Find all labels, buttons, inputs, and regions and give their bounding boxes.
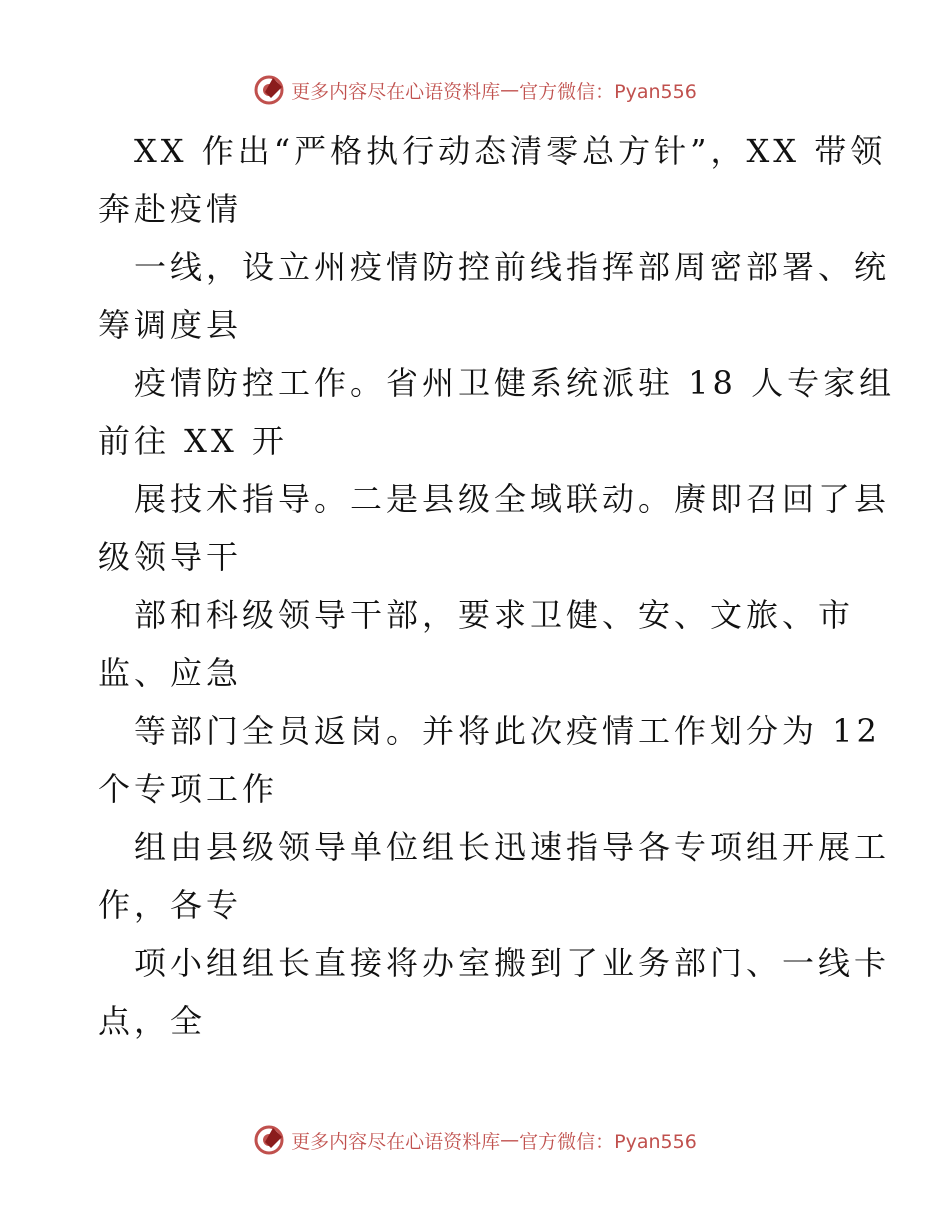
paragraph-line: 监、应急 [98,654,243,692]
paragraph-line: 点，全 [98,1002,207,1040]
paragraph-2 [98,238,891,354]
header-watermark-text: 更多内容尽在心语资料库 [291,80,501,103]
paragraph-line: 等部门全员返岗。并将此次疫情工作划分为 12 [134,712,881,750]
paragraph-6 [98,702,881,818]
paragraph-line: 作，各专 [98,886,243,924]
pen-circle-logo-icon [253,1124,285,1156]
paragraph-8 [98,934,891,1050]
paragraph-line: 组由县级领导单位组长迅速指导各专项组开展工 [134,828,891,866]
footer-watermark [0,1120,950,1160]
paragraph-line: 个专项工作 [98,770,279,808]
footer-watermark-text: 更多内容尽在心语资料库 [291,1130,501,1153]
header-watermark-wechat: 官方微信：Pyan556 [519,80,697,103]
header-watermark [0,70,950,110]
paragraph-line: 奔赴疫情 [98,190,243,228]
header-watermark-dash: — [500,79,520,101]
paragraph-line: 级领导干 [98,538,243,576]
paragraph-line: 筹调度县 [98,306,243,344]
paragraph-7 [98,818,891,934]
footer-watermark-dash: — [500,1129,520,1151]
paragraph-line: 前往 XX 开 [98,422,288,460]
paragraph-line: 一线，设立州疫情防控前线指挥部周密部署、统 [134,248,891,286]
paragraph-3 [98,354,896,470]
paragraph-1 [98,122,887,238]
paragraph-line: 展技术指导。二是县级全域联动。赓即召回了县 [134,480,891,518]
pen-circle-logo-icon [253,74,285,106]
paragraph-line: 部和科级领导干部，要求卫健、安、文旅、市 [134,596,855,634]
paragraph-line: 项小组组长直接将办室搬到了业务部门、一线卡 [134,944,891,982]
paragraph-5 [98,586,858,702]
document-body [98,122,896,1050]
paragraph-line: XX 作出“严格执行动态清零总方针”，XX 带领 [134,132,887,170]
paragraph-line: 疫情防控工作。省州卫健系统派驻 18 人专家组 [134,364,896,402]
footer-watermark-wechat: 官方微信：Pyan556 [519,1130,697,1153]
paragraph-4 [98,470,891,586]
